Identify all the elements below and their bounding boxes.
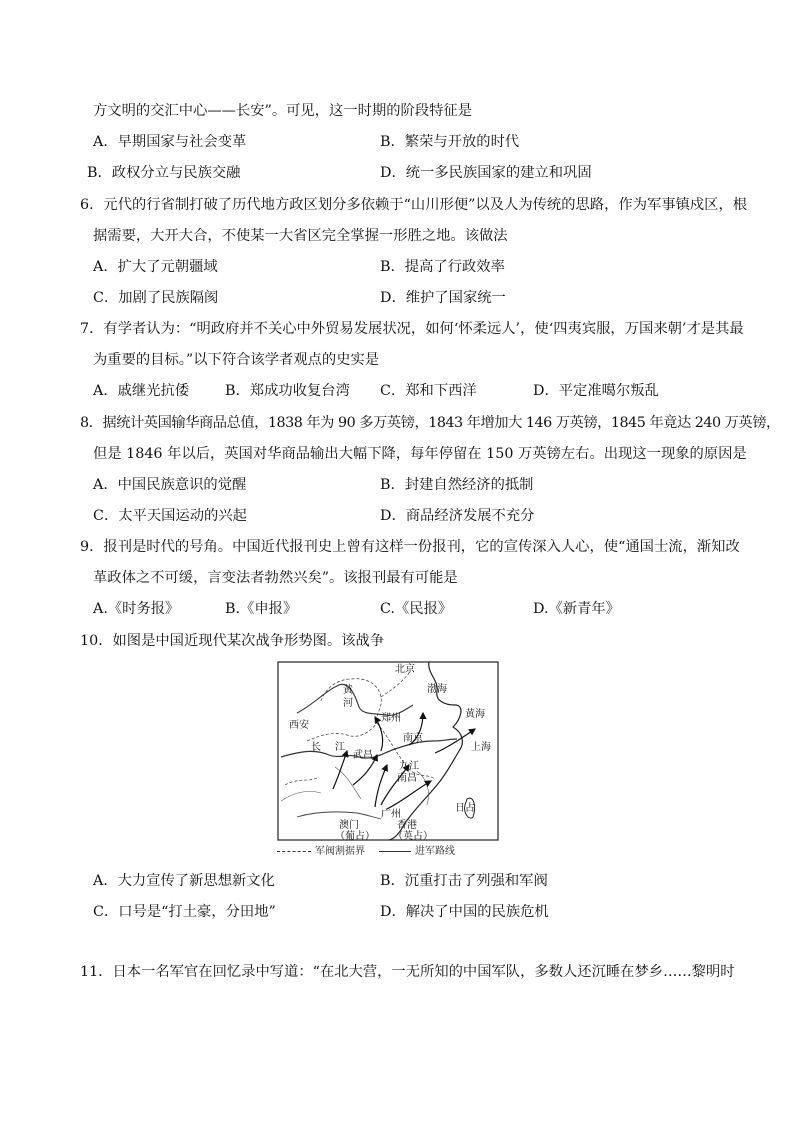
label-shanghai: 上海	[471, 742, 491, 753]
q5-option-a: A．早期国家与社会变革	[93, 134, 247, 150]
q9-option-c: C.《民报》	[380, 601, 453, 617]
q7-option-a: A．戚继光抗倭	[93, 383, 190, 399]
q6-stem-line1: 6．元代的行省制打破了历代地方政区划分多依赖于“山川形便”以及人为传统的思路，作为军事镇戍区，根	[80, 197, 748, 213]
label-macau: 澳门	[339, 820, 359, 831]
q11-stem-line1: 11．日本一名军官在回忆录中写道：“在北大营，一无所知的中国军队，多数人还沉睡在梦乡……黎明时	[80, 964, 735, 980]
label-macau-note: （葡占）	[335, 831, 375, 841]
q8-stem-line2: 但是 1846 年以后，英国对华商品输出大幅下降，每年停留在 150 万英镑左右。出现这一现象的原因是	[93, 446, 747, 462]
legend-solid-swatch	[379, 851, 411, 852]
war-situation-map	[277, 661, 499, 841]
q7-option-c: C．郑和下西洋	[380, 383, 477, 399]
q5-stem-tail: 方文明的交汇中心——长安”。可见，这一时期的阶段特征是	[93, 103, 473, 119]
label-huang: 黄	[343, 685, 353, 696]
label-nanjing: 南京	[403, 733, 423, 744]
label-chang: 长	[311, 742, 321, 753]
q5-option-b: B．繁荣与开放的时代	[380, 134, 520, 150]
legend-boundary: 军阀割据界	[315, 846, 365, 857]
q9-option-a: A.《时务报》	[93, 601, 180, 617]
q5-option-c: B．政权分立与民族交融	[87, 165, 241, 181]
label-wuchang: 武昌	[353, 750, 373, 761]
q8-stem-line1: 8．据统计英国输华商品总值，1838 年为 90 多万英镑，1843 年增加大 146 万英镑，1845 年竟达 240 万英镑，	[80, 415, 780, 431]
q9-stem-line2: 革政体之不可缓，言变法者勃然兴矣”。该报刊最有可能是	[93, 570, 458, 586]
label-zhengzhou: 郑州	[381, 713, 401, 724]
legend-dash-swatch	[277, 851, 311, 852]
q8-option-b: B．封建自然经济的抵制	[380, 477, 534, 493]
q6-option-b: B．提高了行政效率	[380, 259, 505, 275]
q9-option-d: D.《新青年》	[533, 601, 620, 617]
q7-option-d: D．平定准噶尔叛乱	[533, 383, 659, 399]
q10-option-b: B．沉重打击了列强和军阀	[380, 873, 548, 889]
q8-option-d: D．商品经济发展不充分	[380, 508, 535, 524]
label-he: 河	[343, 698, 353, 709]
q6-option-a: A．扩大了元朝疆域	[93, 259, 218, 275]
label-hongkong-note: （英占）	[393, 831, 433, 841]
q7-stem-line1: 7．有学者认为：“明政府并不关心中外贸易发展状况，如何‘怀柔远人’，使‘四夷宾服，万国来朝’才是其最	[80, 321, 744, 337]
q9-stem-line1: 9．报刊是时代的号角。中国近代报刊史上曾有这样一份报刊，它的宣传深入人心，使“通国士流，渐知改	[80, 539, 740, 555]
q10-option-d: D．解决了中国的民族危机	[380, 904, 549, 920]
label-hongkong: 香港	[397, 820, 417, 831]
q10-option-c: C．口号是“打土豪，分田地”	[93, 904, 276, 920]
q8-option-c: C．太平天国运动的兴起	[93, 508, 247, 524]
label-jiang: 江	[335, 742, 345, 753]
label-xian: 西安	[289, 720, 309, 731]
q10-stem: 10．如图是中国近现代某次战争形势图。该战争	[80, 633, 385, 649]
q7-option-b: B．郑成功收复台湾	[225, 383, 350, 399]
q10-option-a: A．大力宣传了新思想新文化	[93, 873, 275, 889]
q6-option-d: D．维护了国家统一	[380, 290, 506, 306]
legend-route: 进军路线	[415, 846, 455, 857]
label-huanghai: 黄海	[465, 709, 485, 720]
label-taiwan: 日占	[455, 803, 475, 814]
q6-stem-line2: 据需要，大开大合，不使某一大省区完全掌握一形胜之地。该做法	[93, 228, 508, 244]
label-jiujiang: 九江	[399, 761, 419, 772]
q7-stem-line2: 为重要的目标。”以下符合该学者观点的史实是	[93, 352, 380, 368]
label-beijing: 北京	[395, 664, 415, 675]
label-bohai: 渤海	[427, 684, 447, 695]
label-nanchang: 南昌	[397, 773, 417, 784]
q6-option-c: C．加剧了民族隔阂	[93, 290, 219, 306]
q8-option-a: A．中国民族意识的觉醒	[93, 477, 247, 493]
q5-option-d: D．统一多民族国家的建立和巩固	[380, 165, 592, 181]
map-legend	[277, 845, 455, 859]
label-guangzhou: 广州	[381, 809, 401, 820]
q9-option-b: B.《申报》	[225, 601, 298, 617]
